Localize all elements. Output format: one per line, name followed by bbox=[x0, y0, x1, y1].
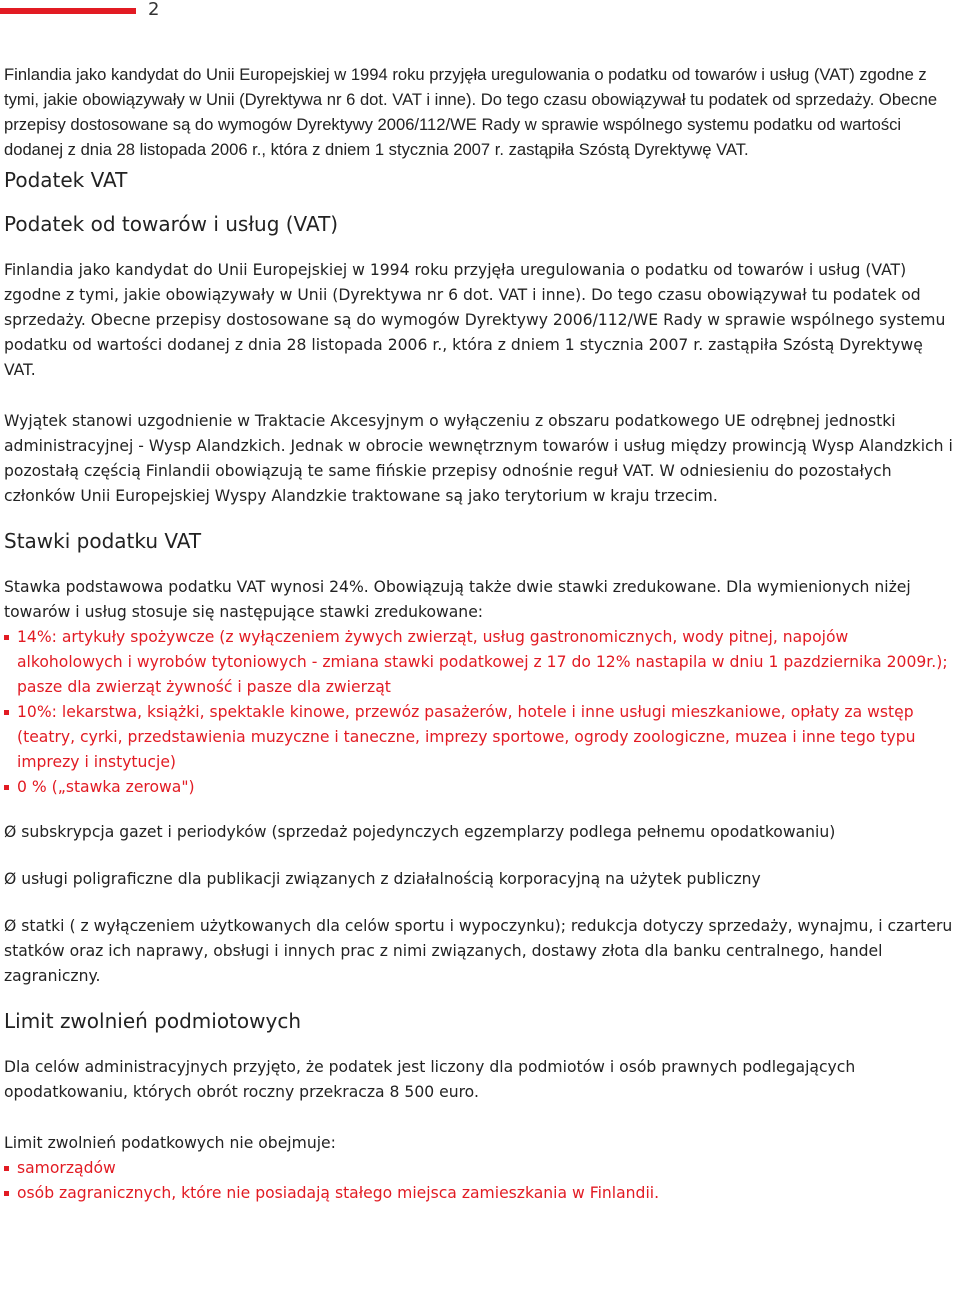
limit-paragraph-2: Limit zwolnień podatkowych nie obejmuje: bbox=[4, 1134, 336, 1152]
square-bullet-icon bbox=[4, 635, 9, 640]
list-item: 10%: lekarstwa, książki, spektakle kinowe, przewóz pasażerów, hotele i inne usługi mieszkaniowe, opłaty za wstęp (teatry, cyrki, przedstawienia muzyczne i taneczne, imprezy sportowe, ogrody zoologiczne, muzea i inne tego typu imprezy i instytucje) bbox=[4, 700, 958, 775]
section-subtitle-vat: Podatek od towarów i usług (VAT) bbox=[4, 212, 339, 236]
section-title-limit: Limit zwolnień podmiotowych bbox=[4, 1009, 302, 1033]
zero-rate-item-3: Ø statki ( z wyłączeniem użytkowanych dla celów sportu i wypoczynku); redukcja dotyczy sprzedaży, wynajmu, i czarteru statków oraz ich naprawy, obsługi i innych prac z nimi związanych, dostawy złota dla banku centralnego, handel zagraniczny. bbox=[4, 917, 953, 985]
square-bullet-icon bbox=[4, 1191, 9, 1196]
vat-paragraph-2: Wyjątek stanowi uzgodnienie w Traktacie Akcesyjnym o wyłączeniu z obszaru podatkowego UE odrębnej jednostki administracyjnej - Wysp Alandzkich. Jednak w obrocie wewnętrznym towarów i usług między prowincją Wysp Alandzkich i pozostałą częścią Finlandii obowiązują te same fińskie przepisy odnośnie reguł VAT. W odniesieniu do pozostałych członków Unii Europejskiej Wyspy Alandzkie traktowane są jako terytorium w kraju trzecim. bbox=[4, 412, 953, 505]
intro-paragraph: Finlandia jako kandydat do Unii Europejskiej w 1994 roku przyjęła uregulowania o podatku od towarów i usług (VAT) zgodne z tymi, jakie obowiązywały w Unii (Dyrektywa nr 6 dot. VAT i inne). Do tego czasu obowiązywał tu podatek od sprzedaży. Obecne przepisy dostosowane są do wymogów Dyrektywy 2006/112/WE Rady w sprawie wspólnego systemu podatku od wartości dodanej z dnia 28 listopada 2006 r., która z dniem 1 stycznia 2007 r. zastąpiła Szóstą Dyrektywę VAT. bbox=[4, 65, 938, 159]
section-title-vat: Podatek VAT bbox=[4, 168, 128, 192]
square-bullet-icon bbox=[4, 710, 9, 715]
vat-paragraph-1: Finlandia jako kandydat do Unii Europejskiej w 1994 roku przyjęła uregulowania o podatku od towarów i usług (VAT) zgodne z tymi, jakie obowiązywały w Unii (Dyrektywa nr 6 dot. VAT i inne). Do tego czasu obowiązywał tu podatek od sprzedaży. Obecne przepisy dostosowane są do wymogów Dyrektywy 2006/112/WE Rady w sprawie wspólnego systemu podatku od wartości dodanej z dnia 28 listopada 2006 r., która z dniem 1 stycznia 2007 r. zastąpiła Szóstą Dyrektywę VAT. bbox=[4, 261, 946, 379]
exclusions-list bbox=[4, 1156, 958, 1206]
header-accent-bar bbox=[0, 8, 136, 14]
list-item: 14%: artykuły spożywcze (z wyłączeniem żywych zwierząt, usług gastronomicznych, wody pitnej, napojów alkoholowych i wyrobów tytoniowych - zmiana stawki podatkowej z 17 do 12% nastapila w dniu 1 pazdziernika 2009r.); pasze dla zwierząt żywność i pasze dla zwierząt bbox=[4, 625, 958, 700]
list-item: osób zagranicznych, które nie posiadają stałego miejsca zamieszkania w Finlandii. bbox=[4, 1181, 958, 1206]
section-title-rates: Stawki podatku VAT bbox=[4, 529, 202, 553]
list-item: 0 % („stawka zerowa") bbox=[4, 775, 958, 800]
limit-paragraph-1: Dla celów administracyjnych przyjęto, że podatek jest liczony dla podmiotów i osób prawnych podlegających opodatkowaniu, których obrót roczny przekracza 8 500 euro. bbox=[4, 1058, 856, 1101]
reduced-rates-list bbox=[4, 625, 958, 800]
zero-rate-item-1: Ø subskrypcja gazet i periodyków (sprzedaż pojedynczych egzemplarzy podlega pełnemu opodatkowaniu) bbox=[4, 823, 836, 841]
square-bullet-icon bbox=[4, 1166, 9, 1171]
list-item: samorządów bbox=[4, 1156, 958, 1181]
page-number: 2 bbox=[148, 0, 160, 20]
zero-rate-item-2: Ø usługi poligraficzne dla publikacji związanych z działalnością korporacyjną na użytek publiczny bbox=[4, 870, 761, 888]
document-body bbox=[4, 62, 958, 1206]
rates-paragraph: Stawka podstawowa podatku VAT wynosi 24%. Obowiązują także dwie stawki zredukowane. Dla wymienionych niżej towarów i usług stosuje się następujące stawki zredukowane: bbox=[4, 578, 911, 621]
square-bullet-icon bbox=[4, 785, 9, 790]
